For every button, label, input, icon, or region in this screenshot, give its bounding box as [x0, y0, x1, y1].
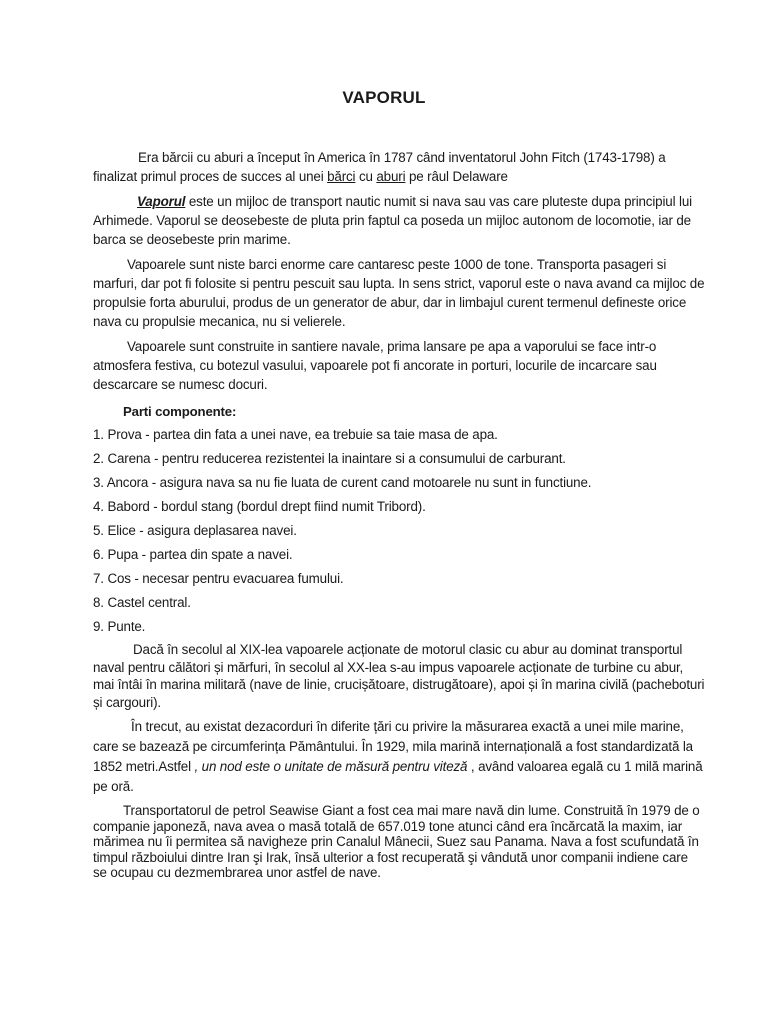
list-item: 3. Ancora - asigura nava sa nu fie luata de curent cand motoarele nu sunt in functiune.	[93, 475, 592, 490]
components-heading: Parti componente:	[123, 404, 237, 419]
italic-nod-definition: , un nod este o unitate de măsură pentru viteză	[194, 759, 468, 774]
list-item: 9. Punte.	[93, 619, 146, 634]
link-aburi[interactable]: aburi	[376, 169, 406, 184]
text-run: este un mijloc de transport nautic numit si nava sau vas care pluteste dupa principiul lui Arhimede. Vaporul se deosebeste de pluta prin faptul ca poseda un mijloc autonom de locomotie, iar de barca se deosebeste prin marime.	[93, 194, 692, 247]
text-run: cu	[355, 169, 377, 184]
paragraph-definition	[93, 192, 705, 249]
document-body	[93, 148, 705, 881]
list-item: 4. Babord - bordul stang (bordul drept fiind numit Tribord).	[93, 499, 426, 514]
paragraph-vapoare: Vapoarele sunt niste barci enorme care cantaresc peste 1000 de tone. Transporta pasageri si marfuri, dar pot fi folosite si pentru pescuit sau lupta. In sens strict, vaporul este o nava avand ca mijloc de propulsie forta aburului, produs de un generator de abur, dar in limbajul curent termenul defineste orice nava cu propulsie mecanica, nu si velierele.	[93, 257, 705, 329]
term-vaporul: Vaporul	[137, 194, 186, 209]
paragraph-santiere: Vapoarele sunt construite in santiere navale, prima lansare pe apa a vaporului se face intr-o atmosfera festiva, cu botezul vasului, vapoarele pot fi ancorate in porturi, locurile de incarcare sau descarcare se numesc docuri.	[93, 339, 657, 392]
text-run: În trecut, au existat dezacorduri în diferite țări cu privire la măsurarea exactă a unei mile marine, care se bazează pe circumferința Pământului. În 1929, mila marină internațională a fost standardizată la 1852 metri.Astfel	[93, 719, 693, 774]
list-item: 6. Pupa - partea din spate a navei.	[93, 547, 293, 562]
paragraph-seawise-giant: Transportatorul de petrol Seawise Giant a fost cea mai mare navă din lume. Construită în 1979 de o companie japoneză, nava avea o masă totală de 657.019 tone atunci când era încărcată la maxim, iar mărimea nu îi permitea să navigheze prin Canalul Mânecii, Suez sau Panama. Nava a fost scufundată în timpul războiului dintre Iran şi Irak, însă ulterior a fost recuperată şi vândută unor companii indiene care se ocupau cu dezmembrarea unor astfel de nave.	[93, 803, 700, 880]
text-run: pe râul Delaware	[405, 169, 508, 184]
paragraph-mila-marina	[93, 717, 705, 797]
list-item: 1. Prova - partea din fata a unei nave, ea trebuie sa taie masa de apa.	[93, 427, 498, 442]
text-run: Era bărcii cu aburi a început în America în 1787 când inventatorul John Fitch (1743-1798) a finalizat primul proces de succes al unei	[93, 150, 666, 184]
paragraph-history: Dacă în secolul al XIX-lea vapoarele acționate de motorul clasic cu abur au dominat transportul naval pentru călători și mărfuri, în secolul al XX-lea s-au impus vapoarele acționate de turbine cu abur, mai întâi în marina militară (nave de linie, crucișătoare, distrugătoare), apoi și în marina civilă (pacheboturi și cargouri).	[93, 642, 705, 710]
page-title: VAPORUL	[342, 88, 426, 107]
link-barci[interactable]: bărci	[327, 169, 356, 184]
text-run: , având valoarea egală cu 1 milă marină pe oră.	[93, 759, 703, 794]
paragraph-intro	[93, 148, 705, 186]
list-item: 2. Carena - pentru reducerea rezistentei la inaintare si a consumului de carburant.	[93, 451, 566, 466]
list-item: 5. Elice - asigura deplasarea navei.	[93, 523, 297, 538]
list-item: 7. Cos - necesar pentru evacuarea fumului.	[93, 571, 344, 586]
list-item: 8. Castel central.	[93, 595, 191, 610]
